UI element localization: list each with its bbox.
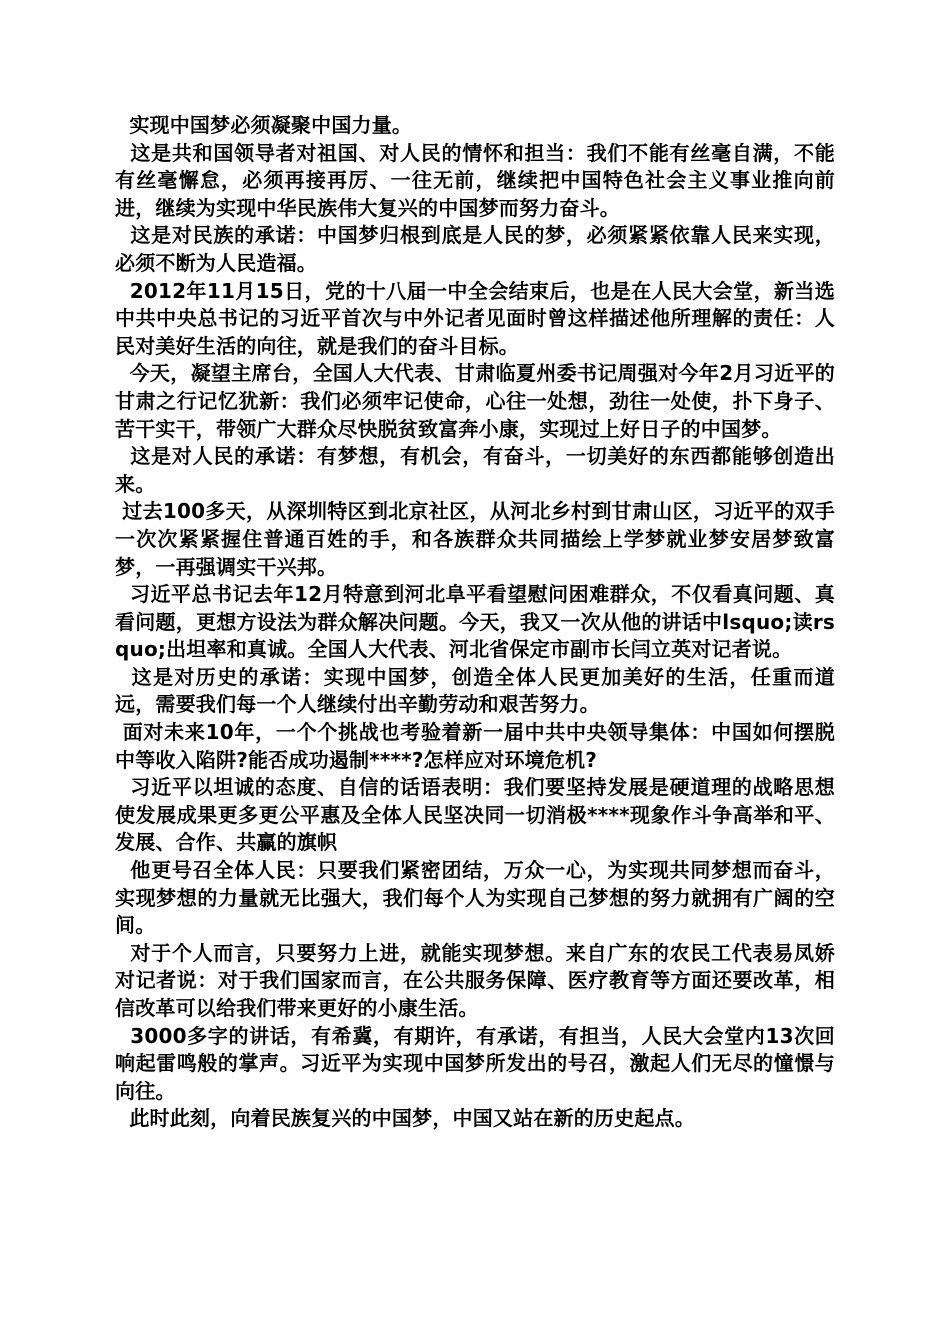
paragraph-4: 2012年11月15日，党的十八届一中全会结束后，也是在人民大会堂，新当选中共中央总书记的习近平首次与中外记者见面时曾这样描述他所理解的责任：人民对美好生活的向往，就是我们的奋斗目标。 — [115, 278, 835, 358]
paragraph-2: 这是共和国领导者对祖国、对人民的情怀和担当：我们不能有丝毫自满，不能有丝毫懈怠，必须再接再厉、一往无前，继续把中国特色社会主义事业推向前进，继续为实现中华民族伟大复兴的中国梦而努力奋斗。 — [115, 140, 835, 220]
paragraph-14: 3000多字的讲话，有希冀，有期许，有承诺，有担当，人民大会堂内13次回响起雷鸣般的掌声。习近平为实现中国梦所发出的号召，激起人们无尽的憧憬与向往。 — [115, 1023, 835, 1103]
paragraph-5: 今天，凝望主席台，全国人大代表、甘肃临夏州委书记周强对今年2月习近平的甘肃之行记忆犹新：我们必须牢记使命，心往一处想，劲往一处使，扑下身子、苦干实干，带领广大群众尽快脱贫致富奔小康，实现过上好日子的中国梦。 — [115, 361, 835, 441]
paragraph-7: 过去100多天，从深圳特区到北京社区，从河北乡村到甘肃山区，习近平的双手一次次紧紧握住普通百姓的手，和各族群众共同描绘上学梦就业梦安居梦致富梦，一再强调实干兴邦。 — [115, 499, 835, 579]
paragraph-6: 这是对人民的承诺：有梦想，有机会，有奋斗，一切美好的东西都能够创造出来。 — [115, 444, 835, 496]
paragraph-11: 习近平以坦诚的态度、自信的话语表明：我们要坚持发展是硬道理的战略思想使发展成果更多更公平惠及全体人民坚决同一切消极****现象作斗争高举和平、发展、合作、共赢的旗帜 — [115, 775, 835, 855]
paragraph-12: 他更号召全体人民：只要我们紧密团结，万众一心，为实现共同梦想而奋斗，实现梦想的力量就无比强大，我们每个人为实现自己梦想的努力就拥有广阔的空间。 — [115, 858, 835, 938]
paragraph-15: 此时此刻，向着民族复兴的中国梦，中国又站在新的历史起点。 — [115, 1106, 695, 1131]
paragraph-1: 实现中国梦必须凝聚中国力量。 — [115, 113, 413, 137]
document-body — [115, 112, 835, 1133]
paragraph-13: 对于个人而言，只要努力上进，就能实现梦想。来自广东的农民工代表易凤娇对记者说：对于我们国家而言，在公共服务保障、医疗教育等方面还要改革，相信改革可以给我们带来更好的小康生活。 — [115, 940, 835, 1020]
paragraph-10: 面对未来10年，一个个挑战也考验着新一届中共中央领导集体：中国如何摆脱中等收入陷阱?能否成功遏制****?怎样应对环境危机? — [115, 720, 835, 772]
paragraph-9: 这是对历史的承诺：实现中国梦，创造全体人民更加美好的生活，任重而道远，需要我们每一个人继续付出辛勤劳动和艰苦努力。 — [115, 664, 835, 717]
paragraph-3: 这是对民族的承诺：中国梦归根到底是人民的梦，必须紧紧依靠人民来实现，必须不断为人民造福。 — [115, 223, 835, 275]
paragraph-8: 习近平总书记去年12月特意到河北阜平看望慰问困难群众，不仅看真问题、真看问题，更想方设法为群众解决问题。今天，我又一次从他的讲话中lsquo;读rsquo;出坦率和真诚。全国人大代表、河北省保定市副市长闫立英对记者说。 — [115, 582, 835, 662]
